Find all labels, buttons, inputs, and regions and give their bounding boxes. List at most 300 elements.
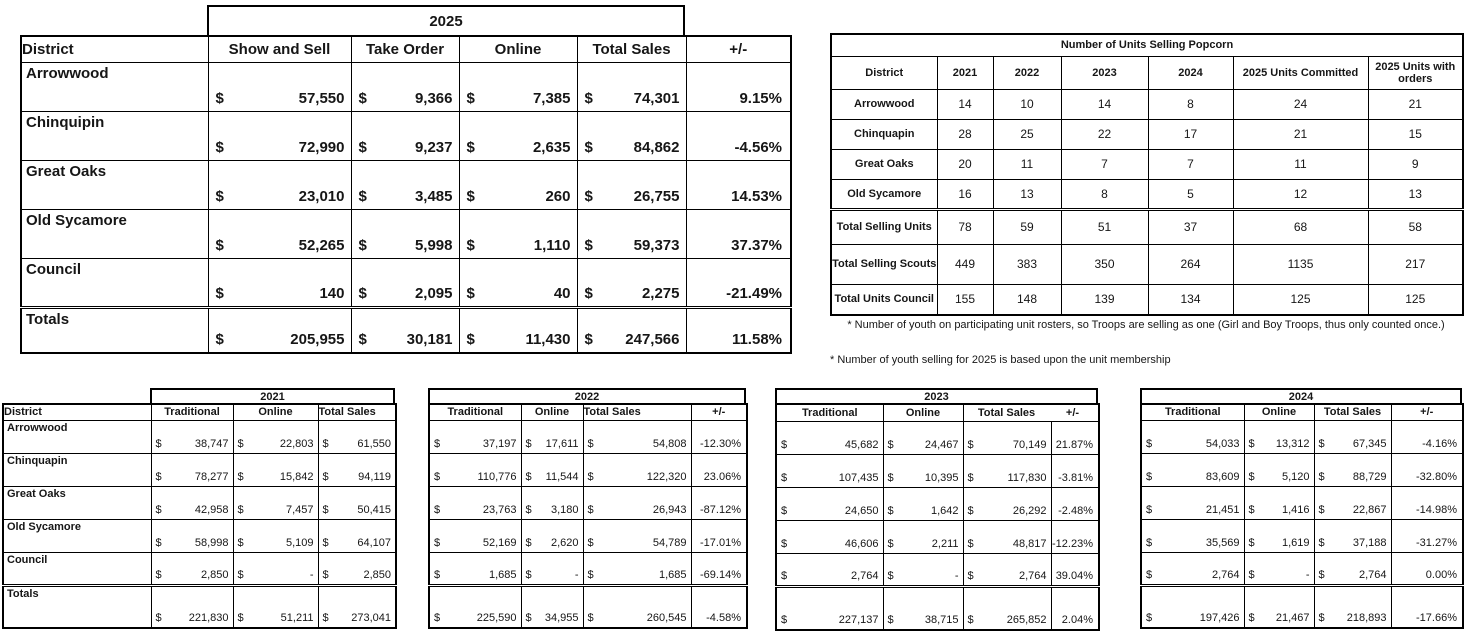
currency-symbol: $ [967, 505, 974, 517]
percent-cell [691, 486, 747, 519]
currency-symbol: $ [587, 536, 594, 549]
currency-symbol: $ [466, 89, 475, 107]
unit-count-cell: 134 [1148, 284, 1233, 315]
percent-value: 37.37% [731, 236, 782, 254]
district-label: Chinquapin [7, 454, 68, 467]
amount-value: 1,416 [1281, 503, 1310, 516]
totals-row [776, 587, 1099, 630]
amount-cell [521, 519, 583, 552]
sales-2023-table [775, 403, 1100, 631]
currency-symbol: $ [466, 331, 475, 348]
unit-count-cell: 139 [1061, 284, 1148, 315]
amount-cell [459, 258, 577, 307]
percent-value: 2.04% [1061, 613, 1093, 626]
table-row [21, 62, 791, 111]
unit-count-cell: 264 [1148, 244, 1233, 284]
amount-cell [883, 422, 963, 455]
currency-symbol: $ [215, 187, 224, 205]
amount-value: 37,188 [1352, 536, 1387, 549]
amount-cell [521, 453, 583, 486]
amount-cell [1244, 552, 1314, 585]
unit-count-cell: 449 [937, 244, 993, 284]
table-row [3, 552, 396, 585]
percent-value: -4.56% [734, 138, 782, 156]
col-header-district: District [3, 404, 151, 420]
amount-value: 34,955 [544, 612, 579, 624]
unit-count-cell: 11 [1233, 149, 1368, 179]
currency-symbol: $ [434, 503, 441, 516]
currency-symbol: $ [1146, 536, 1153, 549]
amount-cell [318, 420, 396, 453]
currency-symbol: $ [358, 187, 367, 205]
amount-cell [151, 519, 233, 552]
table-row [776, 455, 1099, 488]
table-row [429, 420, 747, 453]
unit-count-cell: 37 [1148, 209, 1233, 244]
amount-cell [1244, 420, 1314, 453]
table-row [831, 179, 1463, 209]
district-label: Council [7, 553, 48, 566]
table-row [1141, 420, 1463, 453]
unit-count-cell: 68 [1233, 209, 1368, 244]
amount-value: 17,611 [545, 437, 579, 450]
col-header-total-sales: Total Sales [977, 407, 1036, 419]
currency-symbol: $ [322, 470, 329, 483]
amount-value: 54,808 [652, 437, 687, 450]
district-label: Chinquipin [26, 113, 105, 131]
amount-cell [577, 62, 686, 111]
amount-value: 45,682 [844, 439, 879, 451]
amount-cell [1314, 585, 1391, 628]
amount-value: 107,435 [838, 472, 879, 484]
header-row [429, 404, 747, 420]
amount-cell [351, 160, 459, 209]
currency-symbol: $ [584, 284, 593, 302]
percent-value: -4.58% [706, 612, 741, 624]
amount-value: 26,943 [652, 503, 687, 516]
amount-cell [883, 455, 963, 488]
amount-value: 9,237 [414, 138, 453, 156]
amount-cell [429, 585, 521, 628]
district-cell [21, 160, 208, 209]
amount-value: 30,181 [406, 331, 453, 348]
table-row [21, 160, 791, 209]
amount-value: 35,569 [1205, 536, 1240, 549]
amount-value: 72,990 [298, 138, 345, 156]
currency-symbol: $ [215, 284, 224, 302]
amount-cell [233, 453, 318, 486]
amount-value: 3,180 [550, 503, 579, 516]
amount-cell [459, 160, 577, 209]
amount-cell [208, 258, 351, 307]
district-cell [21, 209, 208, 258]
totals-row [429, 585, 747, 628]
amount-value: 21,451 [1205, 503, 1240, 516]
footnote-membership: * Number of youth selling for 2025 is based upon the unit membership [830, 354, 1171, 366]
col-header-total-sales: Total Sales [583, 404, 691, 420]
percent-cell [686, 307, 791, 353]
percent-cell [1391, 420, 1463, 453]
amount-cell [318, 453, 396, 486]
percent-cell [686, 209, 791, 258]
currency-symbol: $ [215, 89, 224, 107]
currency-symbol: $ [1248, 568, 1255, 581]
sales-2024-table [1140, 403, 1464, 629]
currency-symbol: $ [237, 437, 244, 450]
col-header-2021: 2021 [937, 56, 993, 89]
year-label: 2024 [1288, 390, 1314, 403]
amount-value: 117,830 [1007, 472, 1047, 484]
percent-value: 0.00% [1425, 568, 1457, 581]
amount-value: 59,373 [633, 236, 680, 254]
currency-symbol: $ [1318, 536, 1325, 549]
amount-cell [1141, 453, 1244, 486]
percent-value: -31.27% [1416, 536, 1457, 549]
col-header-district: District [831, 56, 937, 89]
unit-count-cell: 25 [993, 119, 1061, 149]
unit-count-cell: 217 [1368, 244, 1463, 284]
unit-count-cell: 8 [1148, 89, 1233, 119]
table-row [429, 519, 747, 552]
currency-symbol: $ [466, 236, 475, 254]
unit-count-cell: 28 [937, 119, 993, 149]
amount-cell [459, 62, 577, 111]
district-cell [21, 258, 208, 307]
amount-cell [577, 209, 686, 258]
row-label-cell: Total Selling Units [831, 209, 937, 244]
district-label: Great Oaks [7, 487, 66, 500]
currency-symbol: $ [781, 538, 788, 550]
amount-cell [776, 521, 883, 554]
unit-count-cell: 8 [1061, 179, 1148, 209]
currency-symbol: $ [215, 236, 224, 254]
amount-value: 61,550 [357, 437, 391, 450]
amount-value: - [1305, 568, 1310, 581]
currency-symbol: $ [1318, 568, 1325, 581]
percent-value: 21.87% [1055, 439, 1093, 451]
percent-value: -12.30% [700, 437, 741, 450]
currency-symbol: $ [1318, 437, 1325, 450]
amount-cell [151, 552, 233, 585]
percent-value: 9.15% [739, 89, 782, 107]
unit-count-cell: 10 [993, 89, 1061, 119]
currency-symbol: $ [967, 439, 974, 451]
amount-value: 5,109 [285, 536, 314, 549]
currency-symbol: $ [237, 536, 244, 549]
amount-cell [429, 519, 521, 552]
table-title: Number of Units Selling Popcorn [831, 34, 1463, 56]
col-header-online: Online [459, 36, 577, 62]
currency-symbol: $ [525, 437, 532, 450]
amount-cell [776, 455, 883, 488]
unit-count-cell: 14 [937, 89, 993, 119]
header-row [21, 36, 791, 62]
amount-value: 38,715 [924, 613, 959, 626]
percent-cell [1391, 552, 1463, 585]
table-row [1141, 453, 1463, 486]
table-row [776, 521, 1099, 554]
year-label: 2023 [924, 390, 949, 403]
amount-cell [883, 587, 963, 630]
unit-count-cell: 16 [937, 179, 993, 209]
district-label: Arrowwood [7, 421, 68, 434]
amount-value: 52,265 [298, 236, 345, 254]
amount-cell [233, 585, 318, 628]
row-label-cell: Arrowwood [831, 89, 937, 119]
totals-row [1141, 585, 1463, 628]
amount-value: 42,958 [194, 503, 229, 516]
amount-cell [583, 585, 691, 628]
currency-symbol: $ [237, 503, 244, 516]
amount-value: 94,119 [358, 470, 391, 483]
unit-count-cell: 125 [1233, 284, 1368, 315]
currency-symbol: $ [1248, 503, 1255, 516]
amount-value: 7,385 [532, 89, 571, 107]
currency-symbol: $ [155, 568, 162, 581]
amount-value: 2,635 [532, 138, 571, 156]
amount-value: 260,545 [646, 612, 687, 624]
header-row [3, 404, 396, 420]
col-header-traditional: Traditional [429, 404, 521, 420]
amount-cell [1244, 519, 1314, 552]
sales-2025-table [20, 35, 792, 354]
amount-cell [963, 488, 1051, 521]
currency-symbol: $ [1248, 470, 1255, 483]
amount-value: 260 [545, 187, 571, 205]
currency-symbol: $ [155, 536, 162, 549]
col-header-online: Online [233, 404, 318, 420]
amount-cell [318, 552, 396, 585]
unit-count-cell: 125 [1368, 284, 1463, 315]
district-cell [21, 111, 208, 160]
currency-symbol: $ [322, 437, 329, 450]
table-row [3, 420, 396, 453]
unit-count-cell: 51 [1061, 209, 1148, 244]
amount-value: 110,776 [477, 470, 517, 483]
col-header-2025-committed: 2025 Units Committed [1233, 56, 1368, 89]
percent-value: 11.58% [731, 331, 782, 348]
amount-value: 11,430 [525, 331, 571, 348]
amount-cell [963, 521, 1051, 554]
col-header-online: Online [521, 404, 583, 420]
amount-value: 2,095 [414, 284, 453, 302]
unit-count-cell: 7 [1061, 149, 1148, 179]
table-row [429, 453, 747, 486]
currency-symbol: $ [1318, 503, 1325, 516]
amount-value: 2,850 [363, 568, 391, 581]
amount-cell [318, 585, 396, 628]
currency-symbol: $ [434, 536, 441, 549]
currency-symbol: $ [587, 503, 594, 516]
amount-cell [318, 519, 396, 552]
currency-symbol: $ [525, 612, 532, 624]
amount-cell [233, 420, 318, 453]
currency-symbol: $ [1318, 470, 1325, 483]
table-row [3, 486, 396, 519]
unit-count-cell: 58 [1368, 209, 1463, 244]
percent-cell [691, 453, 747, 486]
amount-value: 26,755 [633, 187, 680, 205]
currency-symbol: $ [887, 505, 894, 517]
amount-cell [521, 552, 583, 585]
units-selling-popcorn-table [830, 33, 1464, 316]
amount-value: 22,867 [1352, 503, 1387, 516]
currency-symbol: $ [1248, 437, 1255, 450]
table-row [21, 258, 791, 307]
amount-cell [1141, 552, 1244, 585]
amount-value: 221,830 [188, 612, 229, 624]
row-label-cell: Chinquapin [831, 119, 937, 149]
amount-cell [459, 111, 577, 160]
amount-cell [151, 420, 233, 453]
unit-count-cell: 20 [937, 149, 993, 179]
amount-value: 37,197 [482, 437, 517, 450]
amount-value: 54,033 [1205, 437, 1240, 450]
percent-cell [686, 62, 791, 111]
unit-count-cell: 148 [993, 284, 1061, 315]
row-label-cell: Great Oaks [831, 149, 937, 179]
currency-symbol: $ [1248, 612, 1255, 624]
currency-symbol: $ [587, 612, 594, 624]
row-label-cell: Total Units Council [831, 284, 937, 315]
table-row [3, 519, 396, 552]
sales-2025-section [20, 5, 790, 352]
sales-2021-table [2, 403, 397, 629]
amount-cell [233, 552, 318, 585]
district-cell [3, 453, 151, 486]
currency-symbol: $ [466, 187, 475, 205]
amount-cell [1314, 453, 1391, 486]
percent-cell [1051, 521, 1099, 554]
amount-cell [351, 307, 459, 353]
header-row [831, 56, 1463, 89]
currency-symbol: $ [358, 236, 367, 254]
amount-cell [1141, 486, 1244, 519]
col-header-total-sales: Total Sales [577, 36, 686, 62]
currency-symbol: $ [434, 470, 441, 483]
totals-row [21, 307, 791, 353]
col-header-traditional: Traditional [776, 404, 883, 422]
unit-count-cell: 17 [1148, 119, 1233, 149]
currency-symbol: $ [887, 570, 894, 582]
amount-value: 2,764 [850, 570, 879, 582]
amount-cell [577, 307, 686, 353]
amount-cell [1141, 519, 1244, 552]
amount-cell [351, 209, 459, 258]
table-row [1141, 486, 1463, 519]
year-label: 2021 [260, 390, 285, 403]
currency-symbol: $ [584, 138, 593, 156]
amount-value: 9,366 [414, 89, 453, 107]
col-header-online: Online [883, 404, 963, 422]
amount-cell [151, 585, 233, 628]
amount-value: 225,590 [476, 612, 517, 624]
currency-symbol: $ [967, 472, 974, 484]
col-header-show-and-sell: Show and Sell [208, 36, 351, 62]
percent-cell [1051, 554, 1099, 587]
unit-count-cell: 22 [1061, 119, 1148, 149]
currency-symbol: $ [967, 570, 974, 582]
amount-cell [577, 160, 686, 209]
amount-cell [351, 111, 459, 160]
currency-symbol: $ [584, 187, 593, 205]
unit-count-cell: 21 [1368, 89, 1463, 119]
currency-symbol: $ [358, 89, 367, 107]
amount-value: 205,955 [290, 331, 345, 348]
unit-count-cell: 78 [937, 209, 993, 244]
currency-symbol: $ [434, 612, 441, 624]
table-row [429, 486, 747, 519]
currency-symbol: $ [466, 138, 475, 156]
amount-value: 48,817 [1012, 538, 1047, 550]
amount-value: 11,544 [545, 470, 579, 483]
percent-cell [691, 420, 747, 453]
amount-value: 24,467 [924, 439, 959, 451]
unit-count-cell: 1135 [1233, 244, 1368, 284]
amount-cell [1141, 420, 1244, 453]
percent-cell [691, 552, 747, 585]
amount-value: 40 [553, 284, 571, 302]
unit-count-cell: 11 [993, 149, 1061, 179]
percent-value: -14.98% [1416, 503, 1457, 516]
sales-2022-table [428, 403, 748, 629]
currency-symbol: $ [358, 284, 367, 302]
table-row [831, 119, 1463, 149]
percent-value: 14.53% [731, 187, 782, 205]
currency-symbol: $ [237, 470, 244, 483]
currency-symbol: $ [887, 439, 894, 451]
amount-cell [459, 307, 577, 353]
currency-symbol: $ [967, 538, 974, 550]
col-header-2025-with-orders: 2025 Units with orders [1368, 56, 1463, 89]
currency-symbol: $ [1146, 612, 1153, 624]
currency-symbol: $ [1248, 536, 1255, 549]
percent-value: -69.14% [700, 568, 741, 581]
amount-cell [963, 422, 1051, 455]
amount-value: 88,729 [1352, 470, 1387, 483]
district-label: Great Oaks [26, 162, 107, 180]
amount-value: 15,842 [279, 470, 314, 483]
currency-symbol: $ [155, 503, 162, 516]
currency-symbol: $ [322, 503, 329, 516]
table-row [1141, 519, 1463, 552]
district-cell [21, 307, 208, 353]
unit-count-cell: 5 [1148, 179, 1233, 209]
col-header-change: +/- [1065, 407, 1080, 419]
table-row [776, 554, 1099, 587]
total-selling-units-row [831, 209, 1463, 244]
amount-value: 21,467 [1275, 612, 1310, 624]
unit-count-cell: 7 [1148, 149, 1233, 179]
amount-value: 58,998 [194, 536, 229, 549]
amount-value: 197,426 [1199, 612, 1240, 624]
currency-symbol: $ [587, 437, 594, 450]
currency-symbol: $ [358, 138, 367, 156]
percent-value: -3.81% [1058, 472, 1093, 484]
currency-symbol: $ [887, 613, 894, 626]
currency-symbol: $ [584, 331, 593, 348]
currency-symbol: $ [358, 331, 367, 348]
district-cell [3, 519, 151, 552]
percent-cell [1391, 519, 1463, 552]
amount-value: 5,998 [414, 236, 453, 254]
col-header-2023: 2023 [1061, 56, 1148, 89]
amount-cell [318, 486, 396, 519]
amount-cell [208, 62, 351, 111]
percent-cell [1391, 585, 1463, 628]
year-label: 2025 [429, 12, 463, 30]
currency-symbol: $ [434, 437, 441, 450]
